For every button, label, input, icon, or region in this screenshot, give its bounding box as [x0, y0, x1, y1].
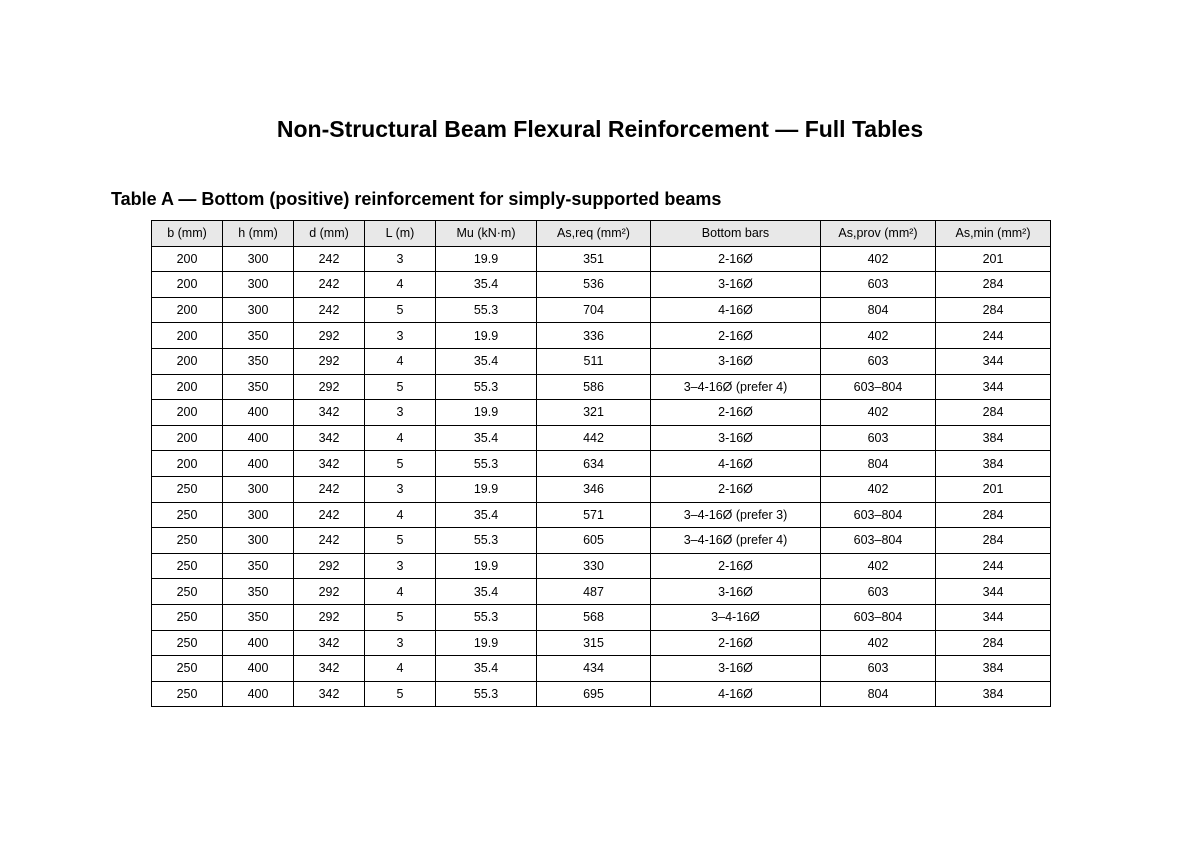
cell-bottom-bars: 3–4-16Ø (prefer 3): [651, 502, 821, 528]
cell-b: 250: [152, 553, 223, 579]
cell-l: 3: [365, 476, 436, 502]
cell-d: 342: [294, 425, 365, 451]
cell-d: 242: [294, 476, 365, 502]
table-row: [152, 656, 1051, 682]
cell-as-min: 284: [936, 630, 1051, 656]
cell-as-min: 284: [936, 272, 1051, 298]
cell-b: 200: [152, 425, 223, 451]
cell-h: 300: [223, 297, 294, 323]
table-a-heading: Table A — Bottom (positive) reinforcement for simply-supported beams: [111, 189, 722, 209]
cell-as-prov: 603: [821, 656, 936, 682]
cell-as-prov: 603: [821, 348, 936, 374]
table-row: [152, 348, 1051, 374]
table-row: [152, 502, 1051, 528]
cell-h: 400: [223, 451, 294, 477]
cell-as-min: 344: [936, 374, 1051, 400]
table-row: [152, 246, 1051, 272]
cell-b: 200: [152, 297, 223, 323]
cell-as-min: 344: [936, 579, 1051, 605]
cell-mu: 55.3: [436, 451, 537, 477]
cell-as-min: 284: [936, 502, 1051, 528]
cell-as-req: 568: [537, 604, 651, 630]
cell-as-prov: 603–804: [821, 502, 936, 528]
cell-h: 350: [223, 374, 294, 400]
cell-bottom-bars: 2-16Ø: [651, 323, 821, 349]
column-header-mu: Mu (kN·m): [436, 221, 537, 247]
cell-as-min: 244: [936, 553, 1051, 579]
cell-as-min: 384: [936, 681, 1051, 707]
cell-as-prov: 603–804: [821, 528, 936, 554]
cell-as-min: 201: [936, 476, 1051, 502]
cell-d: 342: [294, 656, 365, 682]
column-header-as-req: As,req (mm²): [537, 221, 651, 247]
table-row: [152, 374, 1051, 400]
cell-b: 250: [152, 630, 223, 656]
cell-d: 292: [294, 374, 365, 400]
cell-as-req: 434: [537, 656, 651, 682]
table-row: [152, 451, 1051, 477]
cell-mu: 55.3: [436, 681, 537, 707]
cell-as-prov: 402: [821, 630, 936, 656]
cell-as-prov: 402: [821, 400, 936, 426]
cell-b: 200: [152, 246, 223, 272]
cell-l: 5: [365, 528, 436, 554]
cell-as-prov: 603–804: [821, 374, 936, 400]
cell-d: 292: [294, 604, 365, 630]
cell-as-prov: 603: [821, 272, 936, 298]
cell-as-req: 346: [537, 476, 651, 502]
cell-b: 200: [152, 374, 223, 400]
cell-bottom-bars: 3–4-16Ø (prefer 4): [651, 374, 821, 400]
cell-as-min: 284: [936, 400, 1051, 426]
cell-bottom-bars: 3–4-16Ø (prefer 4): [651, 528, 821, 554]
table-row: [152, 604, 1051, 630]
cell-b: 200: [152, 451, 223, 477]
cell-as-req: 321: [537, 400, 651, 426]
cell-as-req: 487: [537, 579, 651, 605]
cell-h: 300: [223, 476, 294, 502]
table-row: [152, 476, 1051, 502]
cell-mu: 55.3: [436, 297, 537, 323]
cell-h: 400: [223, 425, 294, 451]
table-row: [152, 630, 1051, 656]
cell-bottom-bars: 2-16Ø: [651, 246, 821, 272]
cell-mu: 35.4: [436, 272, 537, 298]
cell-bottom-bars: 2-16Ø: [651, 400, 821, 426]
table-row: [152, 579, 1051, 605]
table-a-header: [152, 221, 1051, 247]
cell-d: 342: [294, 451, 365, 477]
cell-as-req: 536: [537, 272, 651, 298]
table-row: [152, 272, 1051, 298]
cell-d: 292: [294, 323, 365, 349]
cell-as-min: 344: [936, 348, 1051, 374]
cell-mu: 55.3: [436, 528, 537, 554]
cell-l: 4: [365, 579, 436, 605]
cell-b: 200: [152, 272, 223, 298]
cell-as-min: 384: [936, 451, 1051, 477]
cell-mu: 35.4: [436, 579, 537, 605]
cell-bottom-bars: 3–4-16Ø: [651, 604, 821, 630]
cell-bottom-bars: 4-16Ø: [651, 451, 821, 477]
cell-l: 3: [365, 323, 436, 349]
cell-d: 242: [294, 246, 365, 272]
cell-d: 242: [294, 297, 365, 323]
cell-as-req: 442: [537, 425, 651, 451]
cell-as-req: 571: [537, 502, 651, 528]
cell-d: 342: [294, 681, 365, 707]
column-header-as-min: As,min (mm²): [936, 221, 1051, 247]
cell-l: 5: [365, 374, 436, 400]
cell-b: 250: [152, 502, 223, 528]
cell-mu: 55.3: [436, 604, 537, 630]
cell-d: 342: [294, 400, 365, 426]
cell-b: 250: [152, 656, 223, 682]
cell-mu: 35.4: [436, 425, 537, 451]
cell-l: 4: [365, 656, 436, 682]
cell-bottom-bars: 2-16Ø: [651, 630, 821, 656]
cell-d: 242: [294, 272, 365, 298]
cell-as-req: 330: [537, 553, 651, 579]
cell-d: 342: [294, 630, 365, 656]
cell-l: 4: [365, 425, 436, 451]
cell-b: 250: [152, 579, 223, 605]
cell-l: 5: [365, 451, 436, 477]
cell-l: 3: [365, 400, 436, 426]
cell-as-prov: 804: [821, 681, 936, 707]
cell-bottom-bars: 4-16Ø: [651, 681, 821, 707]
cell-as-prov: 402: [821, 476, 936, 502]
cell-as-prov: 603: [821, 579, 936, 605]
cell-bottom-bars: 3-16Ø: [651, 272, 821, 298]
column-header-h: h (mm): [223, 221, 294, 247]
cell-b: 250: [152, 528, 223, 554]
cell-as-prov: 804: [821, 451, 936, 477]
cell-h: 400: [223, 400, 294, 426]
cell-bottom-bars: 3-16Ø: [651, 348, 821, 374]
table-header-row: [152, 221, 1051, 247]
cell-h: 350: [223, 553, 294, 579]
cell-b: 250: [152, 476, 223, 502]
cell-h: 300: [223, 246, 294, 272]
cell-as-min: 201: [936, 246, 1051, 272]
table-row: [152, 528, 1051, 554]
column-header-d: d (mm): [294, 221, 365, 247]
cell-as-req: 336: [537, 323, 651, 349]
cell-mu: 19.9: [436, 400, 537, 426]
cell-bottom-bars: 2-16Ø: [651, 553, 821, 579]
cell-l: 4: [365, 272, 436, 298]
cell-d: 242: [294, 502, 365, 528]
cell-bottom-bars: 3-16Ø: [651, 579, 821, 605]
cell-b: 200: [152, 348, 223, 374]
cell-as-min: 344: [936, 604, 1051, 630]
cell-as-min: 384: [936, 656, 1051, 682]
cell-as-prov: 402: [821, 246, 936, 272]
cell-as-req: 511: [537, 348, 651, 374]
cell-b: 200: [152, 323, 223, 349]
cell-h: 350: [223, 604, 294, 630]
cell-d: 242: [294, 528, 365, 554]
page-title: Non-Structural Beam Flexural Reinforcement — Full Tables: [276, 116, 924, 142]
cell-bottom-bars: 2-16Ø: [651, 476, 821, 502]
cell-as-prov: 402: [821, 553, 936, 579]
cell-mu: 35.4: [436, 656, 537, 682]
cell-as-req: 315: [537, 630, 651, 656]
cell-l: 5: [365, 604, 436, 630]
cell-l: 3: [365, 246, 436, 272]
cell-mu: 19.9: [436, 630, 537, 656]
cell-as-req: 695: [537, 681, 651, 707]
cell-as-prov: 804: [821, 297, 936, 323]
cell-mu: 35.4: [436, 502, 537, 528]
cell-l: 3: [365, 630, 436, 656]
cell-h: 350: [223, 323, 294, 349]
cell-l: 4: [365, 348, 436, 374]
cell-as-prov: 603: [821, 425, 936, 451]
cell-d: 292: [294, 553, 365, 579]
cell-l: 3: [365, 553, 436, 579]
table-row: [152, 297, 1051, 323]
cell-b: 200: [152, 400, 223, 426]
cell-bottom-bars: 4-16Ø: [651, 297, 821, 323]
cell-d: 292: [294, 348, 365, 374]
column-header-l: L (m): [365, 221, 436, 247]
cell-l: 4: [365, 502, 436, 528]
cell-as-req: 704: [537, 297, 651, 323]
cell-as-min: 384: [936, 425, 1051, 451]
cell-as-req: 634: [537, 451, 651, 477]
cell-h: 300: [223, 528, 294, 554]
cell-l: 5: [365, 297, 436, 323]
cell-as-min: 244: [936, 323, 1051, 349]
cell-mu: 19.9: [436, 246, 537, 272]
cell-h: 400: [223, 630, 294, 656]
cell-as-min: 284: [936, 528, 1051, 554]
cell-h: 400: [223, 681, 294, 707]
column-header-b: b (mm): [152, 221, 223, 247]
cell-as-prov: 402: [821, 323, 936, 349]
column-header-bottom-bars: Bottom bars: [651, 221, 821, 247]
cell-as-min: 284: [936, 297, 1051, 323]
cell-mu: 55.3: [436, 374, 537, 400]
cell-mu: 19.9: [436, 553, 537, 579]
table-row: [152, 323, 1051, 349]
cell-h: 300: [223, 272, 294, 298]
cell-d: 292: [294, 579, 365, 605]
cell-as-req: 586: [537, 374, 651, 400]
column-header-as-prov: As,prov (mm²): [821, 221, 936, 247]
table-a-body: [152, 246, 1051, 707]
cell-h: 400: [223, 656, 294, 682]
cell-b: 250: [152, 681, 223, 707]
table-row: [152, 681, 1051, 707]
cell-bottom-bars: 3-16Ø: [651, 656, 821, 682]
cell-b: 250: [152, 604, 223, 630]
cell-bottom-bars: 3-16Ø: [651, 425, 821, 451]
cell-as-req: 351: [537, 246, 651, 272]
cell-as-req: 605: [537, 528, 651, 554]
cell-mu: 35.4: [436, 348, 537, 374]
table-row: [152, 553, 1051, 579]
cell-mu: 19.9: [436, 476, 537, 502]
cell-as-prov: 603–804: [821, 604, 936, 630]
cell-mu: 19.9: [436, 323, 537, 349]
cell-l: 5: [365, 681, 436, 707]
table-row: [152, 425, 1051, 451]
cell-h: 350: [223, 348, 294, 374]
cell-h: 350: [223, 579, 294, 605]
table-a: [151, 220, 1051, 707]
table-row: [152, 400, 1051, 426]
cell-h: 300: [223, 502, 294, 528]
